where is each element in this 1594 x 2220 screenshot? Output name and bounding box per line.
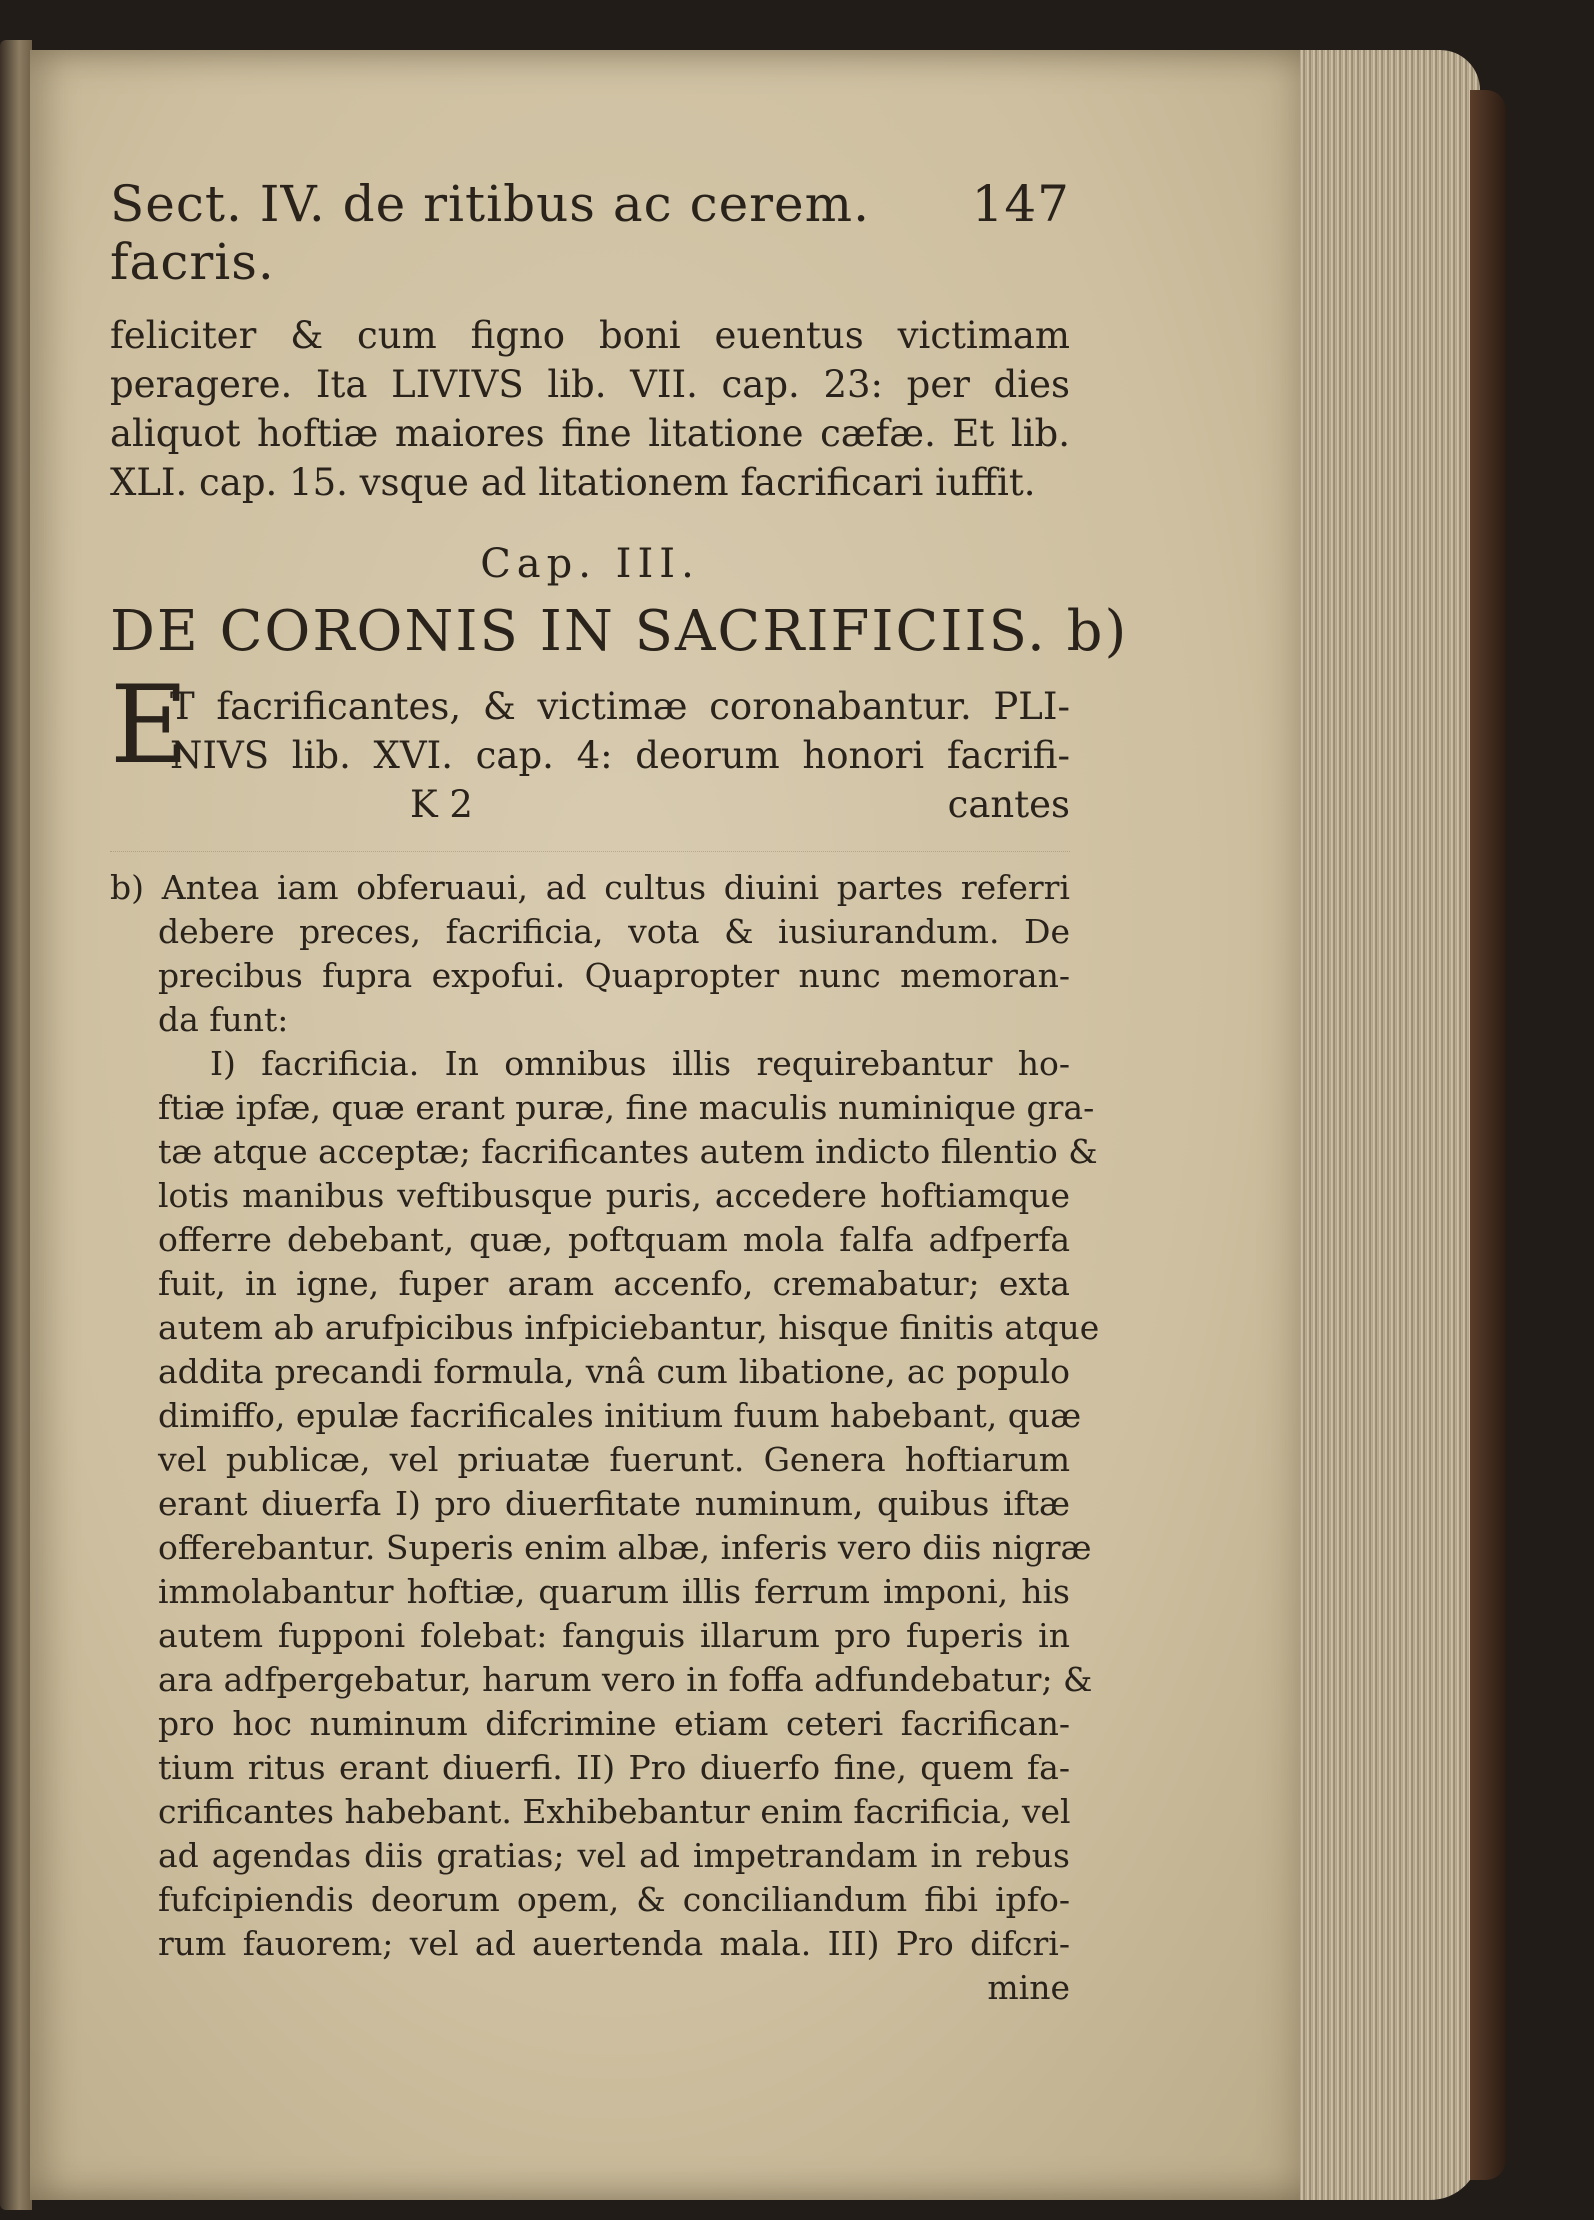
catchword: cantes	[947, 783, 1070, 826]
note-line: addita precandi formula, vnâ cum libatione, ac populo	[158, 1352, 1070, 1391]
note-line: immolabantur hoftiæ, quarum illis ferrum imponi, his	[158, 1572, 1070, 1611]
note-line: pro hoc numinum difcrimine etiam ceteri facrifican-	[158, 1704, 1070, 1743]
note-line: crificantes habebant. Exhibebantur enim facrificia, vel	[158, 1792, 1071, 1831]
note-line: offerebantur. Superis enim albæ, inferis vero diis nigræ	[158, 1528, 1092, 1567]
text-line: NIVS lib. XVI. cap. 4: deorum honori facrifi-	[170, 734, 1070, 777]
note-separator	[110, 851, 1070, 852]
intro-paragraph	[110, 311, 1070, 507]
facing-page-edge	[0, 40, 32, 2210]
note-line: ara adfpergebatur, harum vero in foffa adfundebatur; &	[158, 1660, 1093, 1699]
note-line: precibus fupra expofui. Quapropter nunc memoran-	[158, 956, 1070, 995]
note-line: vel publicæ, vel priuatæ fuerunt. Genera hoftiarum	[158, 1440, 1070, 1479]
chapter-number: Cap. III.	[480, 541, 700, 587]
text-line: peragere. Ita LIVIVS lib. VII. cap. 23: per dies	[110, 363, 1070, 406]
running-head-title: Sect. IV. de ritibus ac cerem. facris.	[110, 175, 870, 291]
page-content	[110, 175, 1129, 2010]
note-line: autem ab arufpicibus infpiciebantur, hisque finitis atque	[158, 1308, 1100, 1347]
chapter-title: DE CORONIS IN SACRIFICIIS. b)	[110, 599, 1129, 664]
note-line: lotis manibus veftibusque puris, accedere hoftiamque	[158, 1176, 1070, 1215]
text-line: T facrificantes, & victimæ coronabantur. PLI-	[170, 685, 1070, 728]
note-line: fuit, in igne, fuper aram accenfo, cremabatur; exta	[158, 1264, 1070, 1303]
book-cover	[1470, 90, 1506, 2180]
signature-line	[110, 780, 1070, 829]
text-line: feliciter & cum figno boni euentus victimam	[110, 314, 1070, 357]
note-line: autem fupponi folebat: fanguis illarum pro fuperis in	[158, 1616, 1070, 1655]
note-line: erant diuerfa I) pro diuerfitate numinum, quibus iftæ	[158, 1484, 1070, 1523]
note-line: da funt:	[158, 1000, 289, 1039]
page-block-edge	[1300, 50, 1480, 2200]
text-line: XLI. cap. 15. vsque ad litationem facrificari iuffit.	[110, 461, 1036, 504]
note-line: fufcipiendis deorum opem, & conciliandum fibi ipfo-	[158, 1880, 1070, 1919]
note-line: offerre debebant, quæ, poftquam mola falfa adfperfa	[158, 1220, 1070, 1259]
note-line: b) Antea iam obferuaui, ad cultus diuini partes referri	[110, 868, 1070, 907]
note-line: tæ atque acceptæ; facrificantes autem indicto filentio &	[158, 1132, 1098, 1171]
note-line: ftiæ ipfæ, quæ erant puræ, fine maculis numinique gra-	[158, 1088, 1095, 1127]
footer-catchword: mine	[987, 1968, 1070, 2007]
chapter-opening	[110, 663, 1070, 788]
page-number: 147	[971, 175, 1070, 233]
text-line: aliquot hoftiæ maiores fine litatione cæfæ. Et lib.	[110, 412, 1070, 455]
note-line: I) facrificia. In omnibus illis requirebantur ho-	[210, 1044, 1070, 1083]
note-line: rum fauorem; vel ad auertenda mala. III) Pro difcri-	[158, 1924, 1070, 1963]
signature-mark: K 2	[410, 783, 473, 826]
note-line: tium ritus erant diuerfi. II) Pro diuerfo fine, quem fa-	[158, 1748, 1070, 1787]
note-line: debere preces, facrificia, vota & iusiurandum. De	[158, 912, 1070, 951]
running-head	[110, 175, 1070, 291]
footnote	[110, 866, 1100, 2010]
note-line: ad agendas diis gratias; vel ad impetrandam in rebus	[158, 1836, 1070, 1875]
drop-cap: E	[110, 663, 189, 788]
note-line: dimiffo, epulæ facrificales initium fuum habebant, quæ	[158, 1396, 1082, 1435]
